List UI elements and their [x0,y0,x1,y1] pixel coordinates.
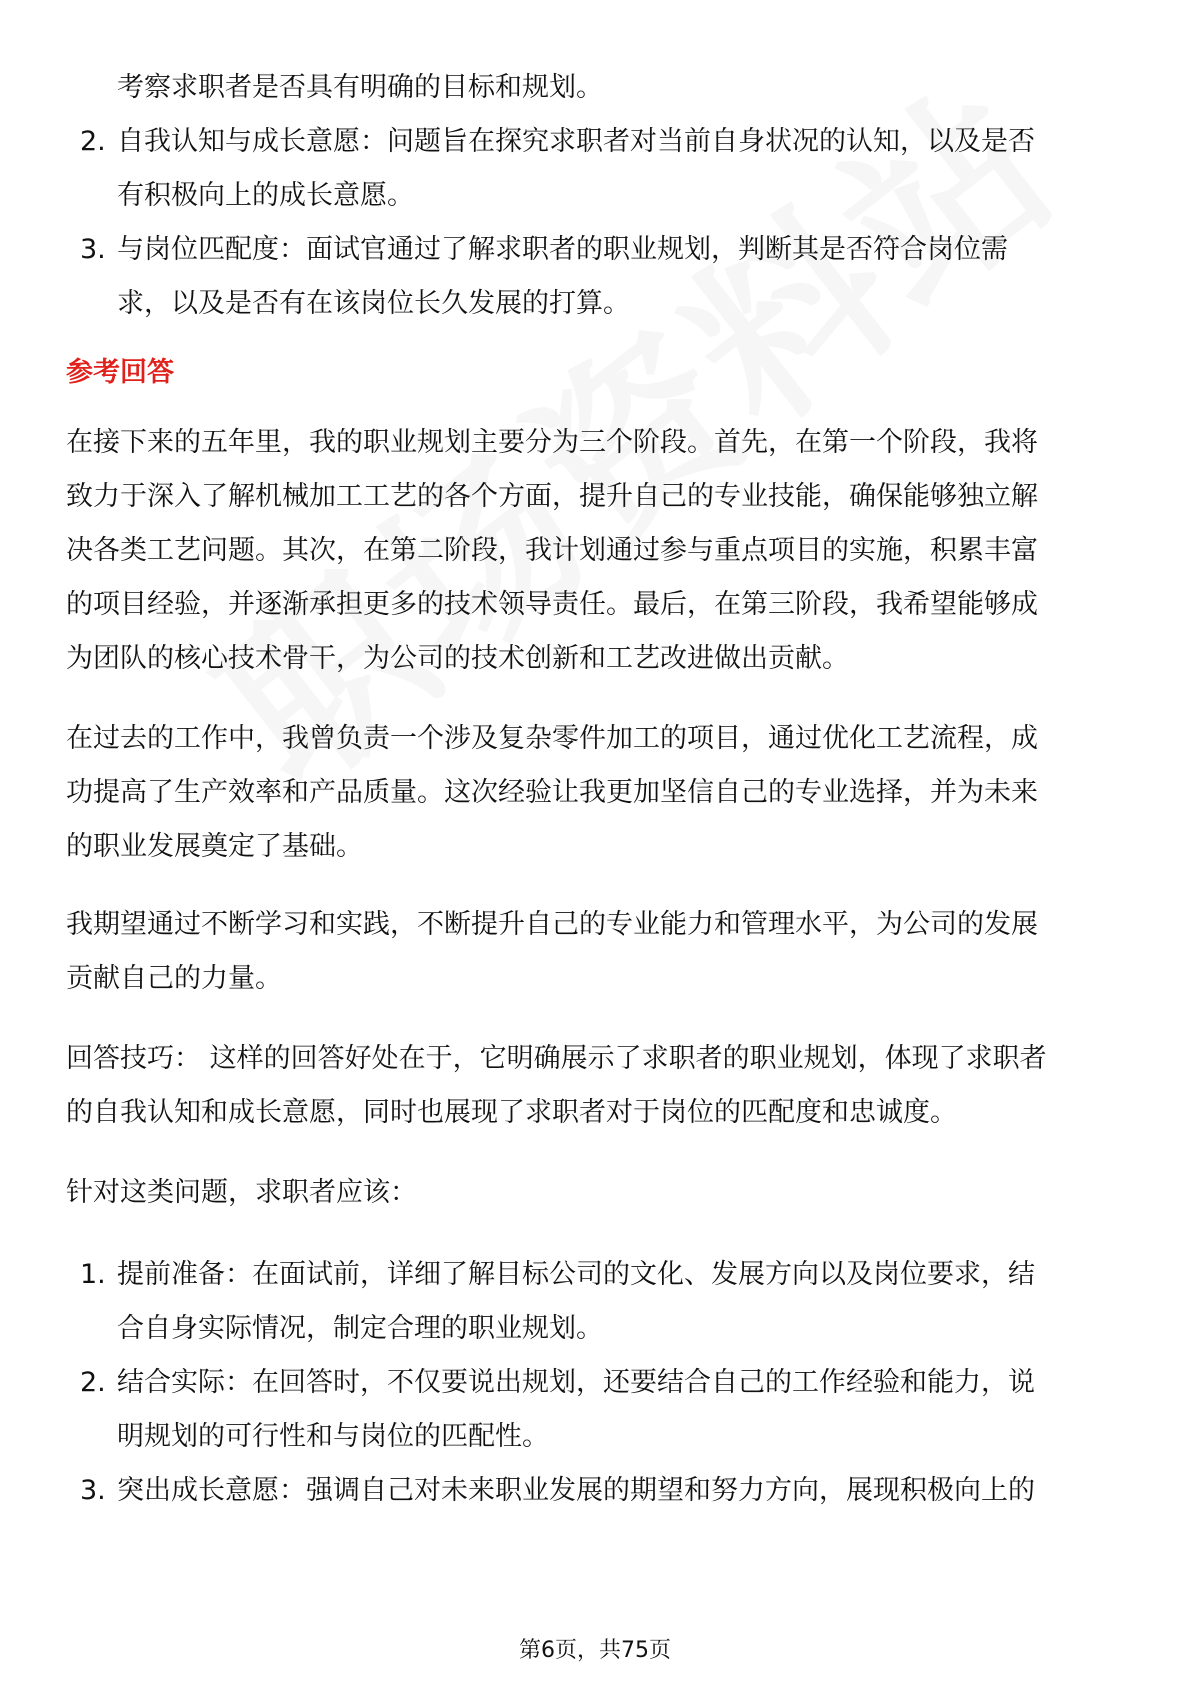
list-item-line: 求，以及是否有在该岗位长久发展的打算。 [117,288,630,319]
list-number: 1. [80,1259,106,1290]
list-item-line: 合自身实际情况，制定合理的职业规划。 [117,1313,603,1344]
paragraph-line: 致力于深入了解机械加工工艺的各个方面，提升自己的专业技能，确保能够独立解 [66,481,1038,512]
list-number: 2. [80,126,106,157]
list-item-line: 突出成长意愿：强调自己对未来职业发展的期望和努力方向，展现积极向上的 [117,1475,1035,1506]
paragraph-line: 的职业发展奠定了基础。 [66,831,363,862]
list-number: 3. [80,1475,106,1506]
paragraph-line: 功提高了生产效率和产品质量。这次经验让我更加坚信自己的专业选择，并为未来 [66,777,1038,808]
paragraph-line: 针对这类问题，求职者应该： [66,1177,417,1208]
list-item-line: 结合实际：在回答时，不仅要说出规划，还要结合自己的工作经验和能力，说 [117,1367,1035,1398]
paragraph-line: 在接下来的五年里，我的职业规划主要分为三个阶段。首先，在第一个阶段，我将 [66,427,1038,458]
list-item-line: 自我认知与成长意愿：问题旨在探究求职者对当前自身状况的认知，以及是否 [117,126,1035,157]
paragraph-line: 决各类工艺问题。其次，在第二阶段，我计划通过参与重点项目的实施，积累丰富 [66,535,1038,566]
page-footer: 第6页，共75页 [519,1638,671,1663]
list-item-line: 提前准备：在面试前，详细了解目标公司的文化、发展方向以及岗位要求，结 [117,1259,1035,1290]
list-item-line: 明规划的可行性和与岗位的匹配性。 [117,1421,549,1452]
section-heading: 参考回答 [66,357,174,388]
list-number: 2. [80,1367,106,1398]
paragraph-line: 在过去的工作中，我曾负责一个涉及复杂零件加工的项目，通过优化工艺流程，成 [66,723,1038,754]
list-item-line: 与岗位匹配度：面试官通过了解求职者的职业规划，判断其是否符合岗位需 [117,234,1008,265]
paragraph-line: 我期望通过不断学习和实践，不断提升自己的专业能力和管理水平，为公司的发展 [66,909,1038,940]
paragraph-line: 的项目经验，并逐渐承担更多的技术领导责任。最后，在第三阶段，我希望能够成 [66,589,1038,620]
list-item-continuation: 考察求职者是否具有明确的目标和规划。 [117,72,603,103]
paragraph-line: 为团队的核心技术骨干，为公司的技术创新和工艺改进做出贡献。 [66,643,849,674]
list-item-line: 有积极向上的成长意愿。 [117,180,414,211]
paragraph-line: 的自我认知和成长意愿，同时也展现了求职者对于岗位的匹配度和忠诚度。 [66,1097,957,1128]
paragraph-line: 贡献自己的力量。 [66,963,282,994]
paragraph-line: 回答技巧： 这样的回答好处在于，它明确展示了求职者的职业规划，体现了求职者 [66,1043,1047,1074]
list-number: 3. [80,234,106,265]
